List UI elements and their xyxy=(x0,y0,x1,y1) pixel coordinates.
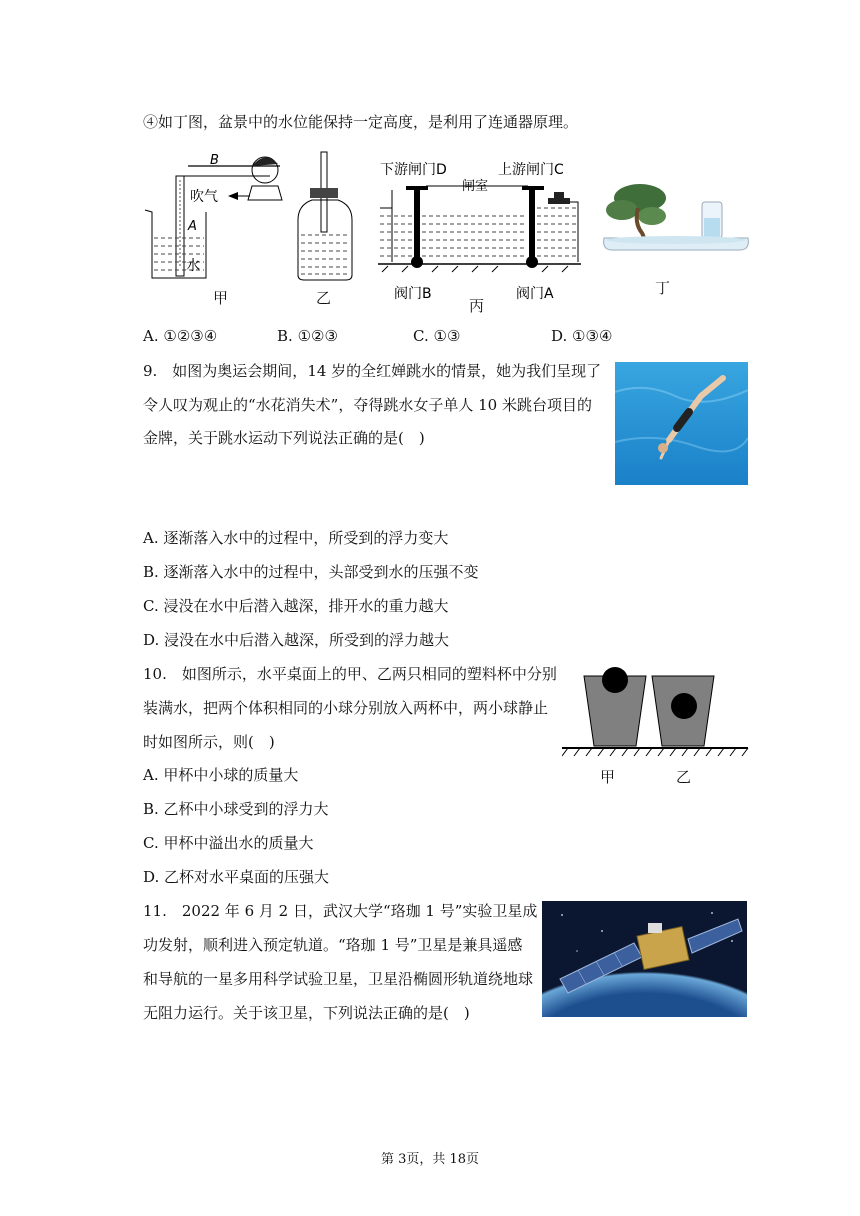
page-footer: 第 3页，共 18页 xyxy=(380,1152,480,1167)
statement-4: ④如丁图，盆景中的水位能保持一定高度，是利用了连通器原理。 xyxy=(143,113,579,131)
bing-lower-gate-label: 下游闸门D xyxy=(380,162,447,178)
q10-cup-jia-label: 甲 xyxy=(600,768,616,786)
figure-yi-label: 乙 xyxy=(316,289,332,307)
figure-yi xyxy=(290,150,360,285)
q9-option-b[interactable]: B. 逐渐落入水中的过程中，头部受到水的压强不变 xyxy=(143,563,479,581)
q11-text-line-2: 功发射，顺利进入预定轨道。“珞珈 1 号”卫星是兼具遥感 xyxy=(143,936,523,954)
q8-option-a[interactable]: A. ①②③④ xyxy=(143,327,218,345)
figure-bing-label: 丙 xyxy=(469,297,485,315)
q10-option-d[interactable]: D. 乙杯对水平桌面的压强大 xyxy=(143,868,330,886)
figure-jia-label: 甲 xyxy=(213,289,229,307)
q10-text-line-2: 装满水，把两个体积相同的小球分别放入两杯中，两小球静止 xyxy=(143,699,549,717)
q10-option-c[interactable]: C. 甲杯中溢出水的质量大 xyxy=(143,834,314,852)
q11-satellite-image xyxy=(542,901,747,1017)
q11-text-line-4: 无阻力运行。关于该卫星，下列说法正确的是( ) xyxy=(143,1004,470,1022)
jia-water-label: 水 xyxy=(186,258,200,274)
bing-valve-a-label: 阀门A xyxy=(516,286,554,300)
q9-option-a[interactable]: A. 逐渐落入水中的过程中，所受到的浮力变大 xyxy=(143,529,449,547)
bing-upper-gate-label: 上游闸门C xyxy=(498,162,564,178)
figure-ding-label: 丁 xyxy=(655,279,671,297)
jia-b-label: B xyxy=(210,153,219,168)
q10-option-a[interactable]: A. 甲杯中小球的质量大 xyxy=(143,766,299,784)
q9-text-line-3: 金牌，关于跳水运动下列说法正确的是( ) xyxy=(143,429,425,447)
bing-chamber-label: 闸室 xyxy=(462,179,489,194)
q8-option-d[interactable]: D. ①③④ xyxy=(551,327,613,345)
q9-text-line-2: 令人叹为观止的“水花消失术”，夺得跳水女子单人 10 米跳台项目的 xyxy=(143,396,592,414)
figure-jia xyxy=(140,148,300,308)
jia-blow-label: 吹气 xyxy=(190,189,218,205)
q10-text-line-1: 10. 如图所示，水平桌面上的甲、乙两只相同的塑料杯中分别 xyxy=(143,665,557,683)
q8-option-b[interactable]: B. ①②③ xyxy=(277,327,338,345)
q10-cups-figure xyxy=(562,660,752,765)
q9-option-d[interactable]: D. 浸没在水中后潜入越深，所受到的浮力越大 xyxy=(143,631,450,649)
jia-a-label: A xyxy=(188,219,197,234)
q9-text-line-1: 9. 如图为奥运会期间，14 岁的全红婵跳水的情景，她为我们呈现了 xyxy=(143,362,602,380)
q9-diver-image xyxy=(615,362,748,485)
q11-text-line-1: 11. 2022 年 6 月 2 日，武汉大学“珞珈 1 号”实验卫星成 xyxy=(143,902,538,920)
figure-ding xyxy=(600,178,752,260)
q10-option-b[interactable]: B. 乙杯中小球受到的浮力大 xyxy=(143,800,329,818)
q10-cup-yi-label: 乙 xyxy=(676,768,692,786)
figure-bing xyxy=(378,150,583,300)
q9-option-c[interactable]: C. 浸没在水中后潜入越深，排开水的重力越大 xyxy=(143,597,449,615)
q11-text-line-3: 和导航的一星多用科学试验卫星，卫星沿椭圆形轨道绕地球 xyxy=(143,970,534,988)
q8-option-c[interactable]: C. ①③ xyxy=(413,327,461,345)
bing-valve-b-label: 阀门B xyxy=(394,286,432,300)
q10-text-line-3: 时如图所示，则( ) xyxy=(143,733,275,751)
